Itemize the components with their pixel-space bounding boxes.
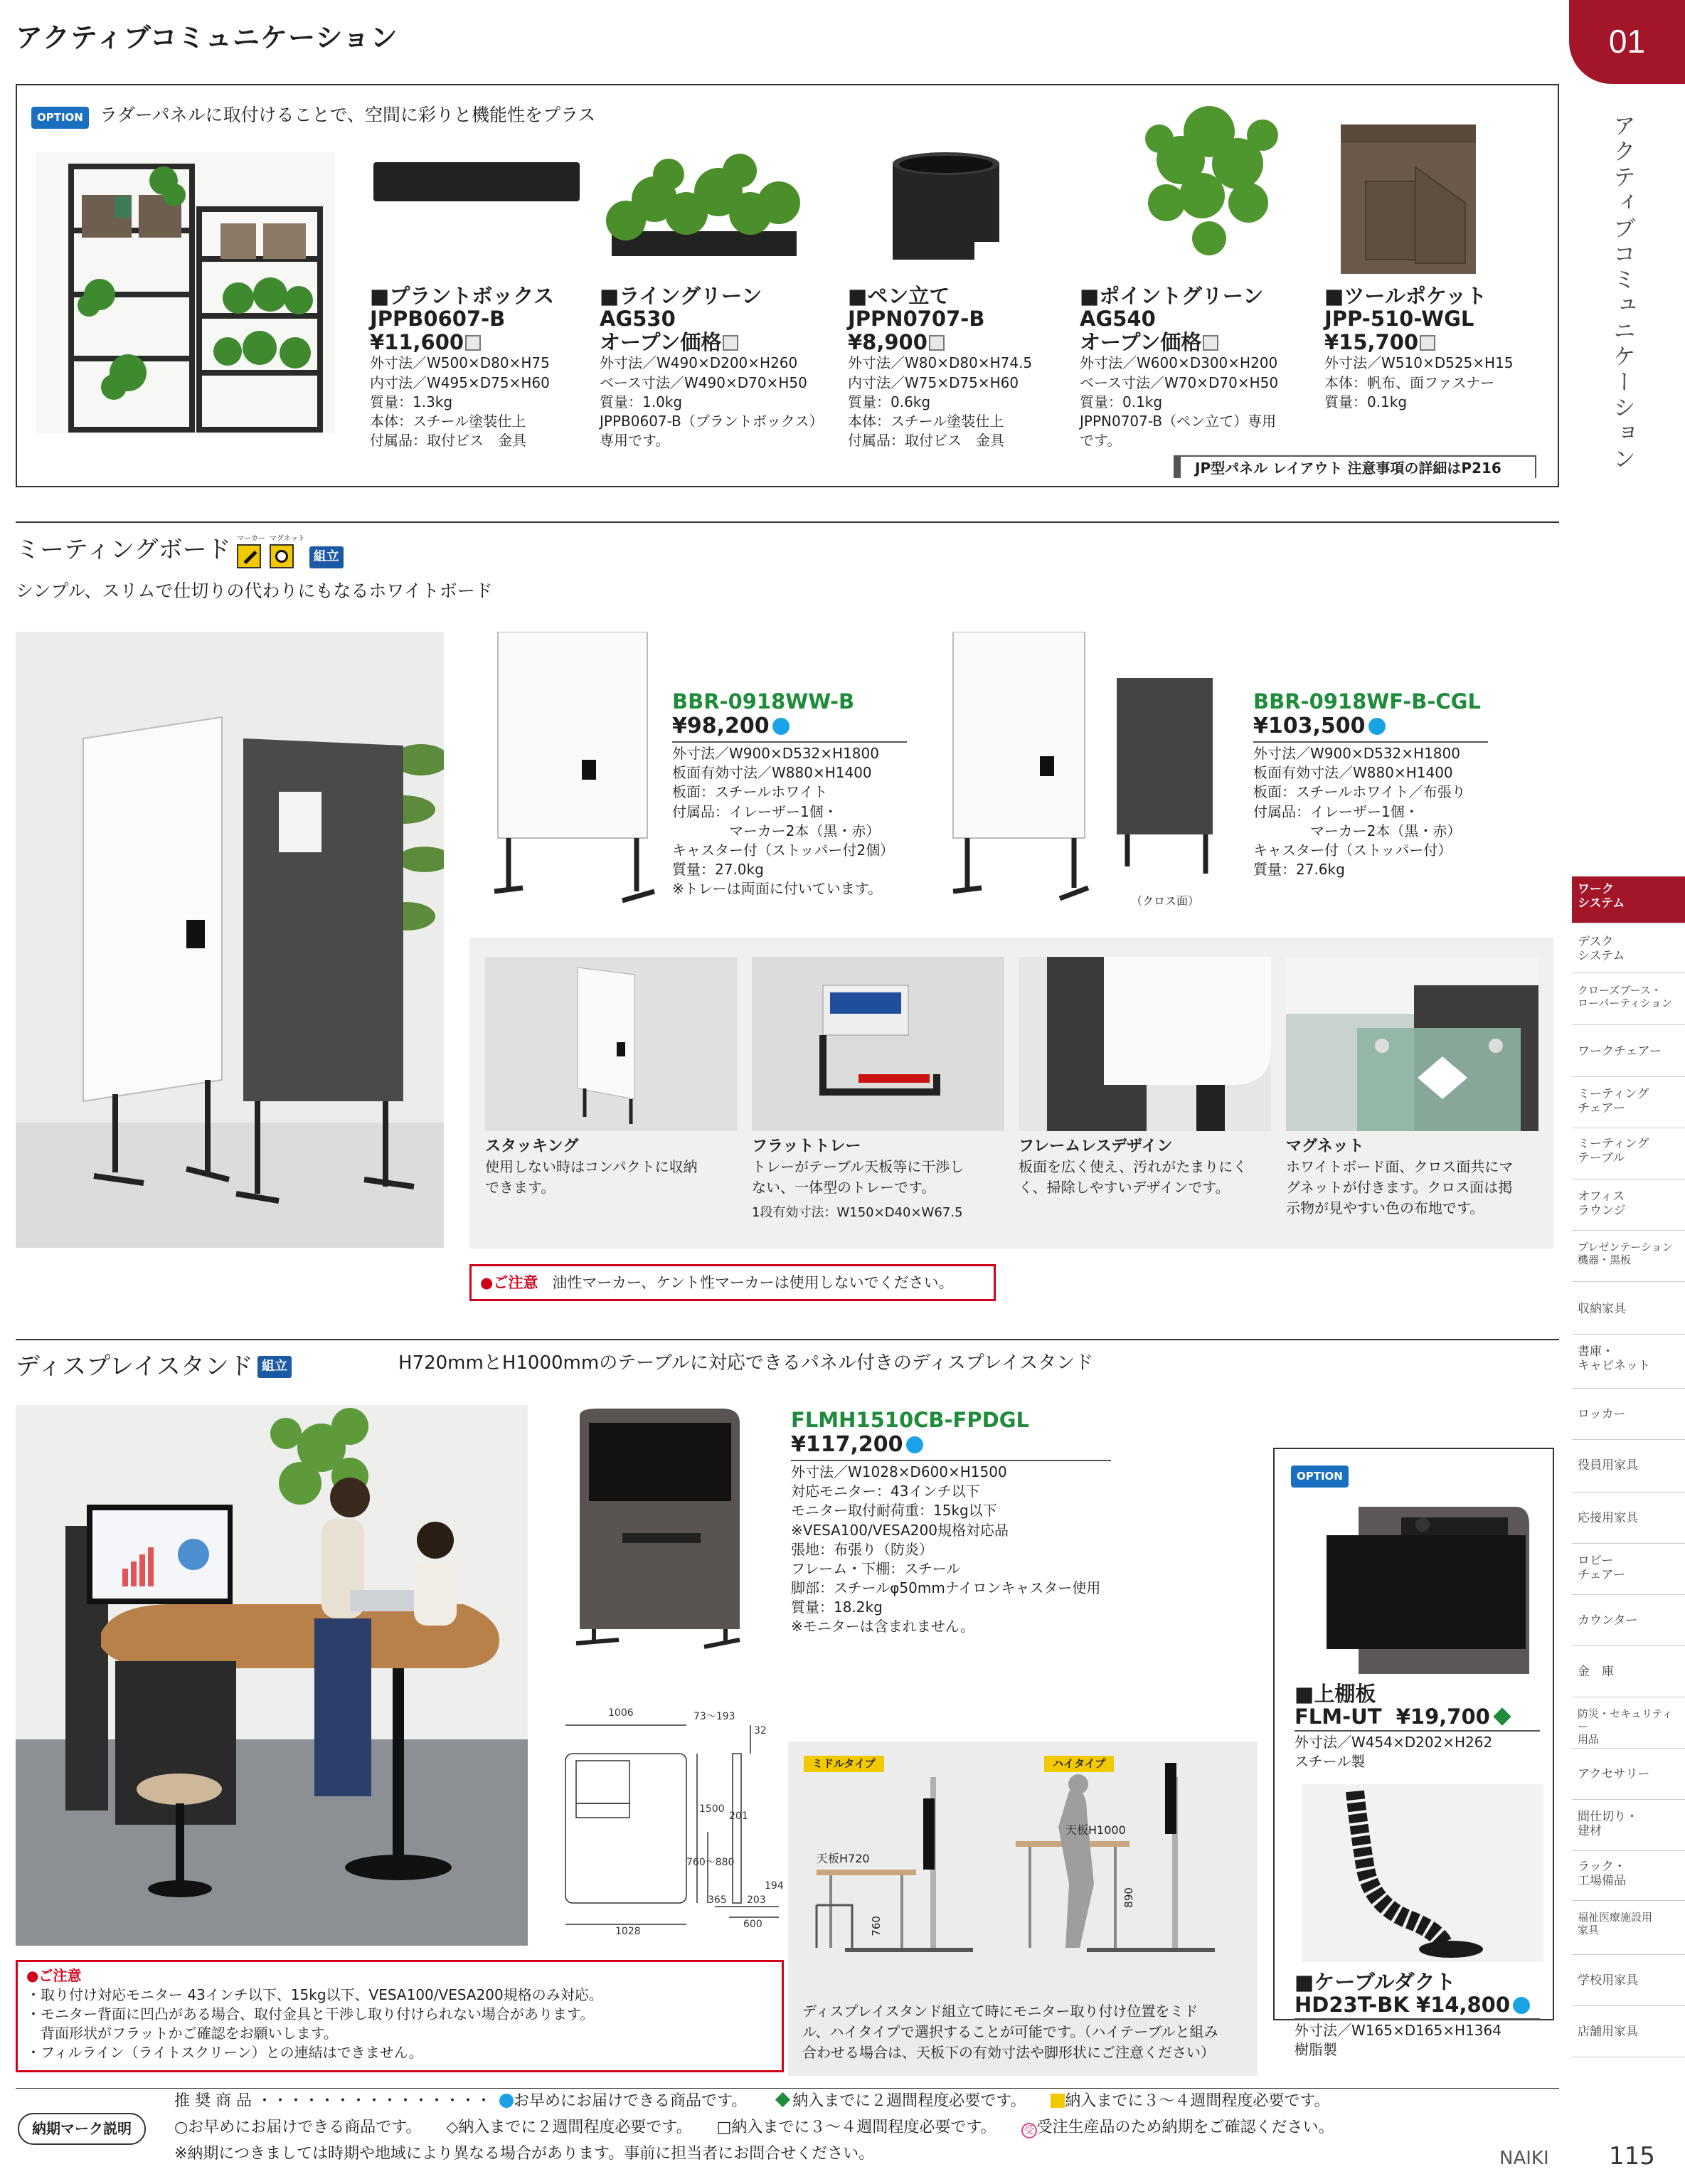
delivery-square-icon bbox=[1203, 335, 1218, 351]
delivery-square-icon bbox=[465, 335, 481, 351]
delivery-dot-icon bbox=[906, 1436, 923, 1453]
product-name: ■プラントボックス bbox=[370, 284, 555, 308]
table-label-1000: 天板H1000 bbox=[1065, 1823, 1126, 1837]
dim-width-1006: 1006 bbox=[608, 1707, 634, 1719]
product-price: ¥8,900 bbox=[848, 329, 927, 354]
marker-icon-label: マーカー bbox=[237, 535, 265, 543]
display-stand-title: ディスプレイスタンド bbox=[16, 1352, 253, 1381]
table-label-720: 天板H720 bbox=[817, 1852, 870, 1865]
sidebar-item-locker[interactable]: ロッカー bbox=[1572, 1393, 1685, 1440]
sidebar-item-rack[interactable]: ラック・ 工場備品 bbox=[1572, 1854, 1685, 1901]
delivery-dot-icon bbox=[1513, 1997, 1530, 2014]
board-product-1 bbox=[672, 690, 907, 898]
caution-item: ・フィルライン（ライトスクリーン）との連結はできません。 bbox=[26, 2044, 423, 2061]
product-name: ■ライングリーン bbox=[600, 284, 762, 308]
section-rule bbox=[16, 1339, 1559, 1340]
product-name: ■ツールポケット bbox=[1324, 284, 1487, 308]
product-code: FLMH1510CB-FPDGL bbox=[791, 1408, 1029, 1432]
feature-title: マグネット bbox=[1286, 1138, 1364, 1155]
option-badge: OPTION bbox=[31, 107, 89, 129]
caution-label: ●ご注意 bbox=[26, 1967, 82, 1984]
product-specs: 外寸法／W490×D200×H260 ベース寸法／W490×D70×H50 質量：1.0kg JPPB0607-B（プラントボックス） 専用です。 bbox=[600, 354, 824, 450]
vertical-chapter-title: アクティブコミュニケーション bbox=[1610, 114, 1637, 472]
recommend-diamond-text: 納入までに２週間程度必要です。 bbox=[792, 2092, 1026, 2110]
meeting-board-title: ミーティングボード bbox=[16, 536, 231, 564]
meeting-board-icons bbox=[237, 535, 344, 568]
delivery-square-icon bbox=[723, 335, 738, 351]
dim-760-880: 760〜880 bbox=[686, 1857, 735, 1868]
layout-note-text: JP型パネル レイアウト 注意事項の詳細はP216 bbox=[1195, 460, 1501, 477]
type-label-high: ハイタイプ bbox=[1044, 1756, 1114, 1772]
standard-square-text: □納入までに３〜４週間程度必要です。 bbox=[716, 2119, 996, 2136]
layout-note-link[interactable] bbox=[1174, 455, 1536, 478]
product-price: オープン価格 bbox=[1080, 329, 1202, 354]
delivery-dot-icon bbox=[1368, 718, 1386, 735]
product-price: ¥19,700 bbox=[1396, 1705, 1490, 1729]
made-to-order-text: 受注生産品のため納期をご確認ください。 bbox=[1036, 2119, 1334, 2136]
board-product-2 bbox=[1253, 690, 1488, 879]
feature-title: フレームレスデザイン bbox=[1019, 1138, 1173, 1155]
recommend-square-text: 納入までに３〜４週間程度必要です。 bbox=[1065, 2092, 1330, 2110]
feature-stacking bbox=[485, 1137, 741, 1198]
line-green-image bbox=[597, 142, 811, 263]
section-rule bbox=[16, 521, 1559, 523]
sidebar-item-meeting-table[interactable]: ミーティング テーブル bbox=[1572, 1131, 1685, 1180]
marker-icon bbox=[237, 544, 261, 568]
dimension-drawing bbox=[537, 1704, 784, 1939]
ladder-panel-photo bbox=[36, 152, 334, 433]
option-top-shelf bbox=[1295, 1682, 1543, 1771]
standard-row bbox=[174, 2118, 1334, 2138]
tool-pocket-image bbox=[1337, 117, 1479, 277]
page-title: アクティブコミュニケーション bbox=[16, 22, 398, 53]
brand-name: NAIKI bbox=[1499, 2148, 1549, 2169]
recommend-dot-text: お早めにお届けできる商品です。 bbox=[513, 2092, 748, 2110]
option-product-5 bbox=[1324, 285, 1545, 412]
dim-73-193: 73〜193 bbox=[693, 1711, 735, 1722]
meeting-board-caution bbox=[469, 1264, 996, 1301]
feature-text: 板面を広く使え、汚れがたまりにく く、掃除しやすいデザインです。 bbox=[1019, 1157, 1248, 1196]
dim-201: 201 bbox=[729, 1811, 748, 1822]
product-specs: 外寸法／W80×D80×H74.5 内寸法／W75×D75×H60 質量：0.6kg 本体：スチール塗装仕上 付属品：取付ビス 金具 bbox=[848, 354, 1033, 450]
product-price: ¥103,500 bbox=[1253, 714, 1366, 739]
page-number: 115 bbox=[1609, 2142, 1655, 2170]
product-specs: 外寸法／W1028×D600×H1500 対応モニター：43インチ以下 モニター取付耐荷重：15kg以下 ※VESA100/VESA200規格対応品 張地：布張り（防炎） フレーム・下棚：スチール 脚部：スチールφ50mmナイロンキャスター使用 質量：18.2kg ※モニターは含まれません。 bbox=[791, 1463, 1101, 1636]
feature-title: フラットトレー bbox=[752, 1138, 861, 1155]
feature-title: スタッキング bbox=[485, 1138, 579, 1155]
option-badge: OPTION bbox=[1291, 1465, 1349, 1488]
delivery-dot-icon bbox=[772, 718, 790, 735]
option-product-3 bbox=[848, 285, 1083, 450]
sidebar-item-reception[interactable]: 応接用家具 bbox=[1572, 1497, 1685, 1544]
product-code: BBR-0918WF-B-CGL bbox=[1253, 689, 1481, 714]
feature-text: 使用しない時はコンパクトに収納 できます。 bbox=[485, 1157, 698, 1196]
type-label-middle: ミドルタイプ bbox=[804, 1756, 884, 1772]
recommend-row bbox=[174, 2092, 1330, 2111]
cable-duct-image bbox=[1302, 1784, 1543, 1962]
sidebar-item-desk-system[interactable]: デスク システム bbox=[1572, 929, 1685, 973]
sidebar-item-cabinet[interactable]: 書庫・ キャビネット bbox=[1572, 1339, 1685, 1389]
type-note: ディスプレイスタンド組立て時にモニター取り付け位置をミド ル、ハイタイプで選択することが可能です。（ハイテーブルと組み 合わせる場合は、天板下の有効寸法や脚形状にご注意ください） bbox=[802, 2003, 1218, 2061]
sidebar-item-accessory[interactable]: アクセサリー bbox=[1572, 1753, 1685, 1800]
product-code: JPPN0707-B bbox=[848, 307, 985, 332]
display-stand-image bbox=[555, 1409, 754, 1661]
product-price: ¥117,200 bbox=[791, 1432, 903, 1458]
standard-diamond-text: ◇納入までに２週間程度必要です。 bbox=[446, 2119, 692, 2136]
standard-circle-text: ○お早めにお届けできる商品です。 bbox=[174, 2119, 422, 2136]
caution-label: ●ご注意 bbox=[480, 1274, 538, 1291]
display-stand-caution bbox=[16, 1960, 784, 2072]
feature-tray-photo bbox=[752, 957, 1004, 1131]
product-code: FLM-UT bbox=[1295, 1705, 1382, 1729]
sidebar-item-presentation[interactable]: プレゼンテーション 機器・黒板 bbox=[1572, 1235, 1685, 1282]
sidebar-item-office-lounge[interactable]: オフィス ラウンジ bbox=[1572, 1184, 1685, 1231]
dim-194: 194 bbox=[765, 1880, 784, 1892]
assembly-badge: 組立 bbox=[309, 546, 344, 568]
footer-rule bbox=[16, 2088, 1559, 2089]
product-code: AG530 bbox=[600, 307, 676, 332]
product-specs: 外寸法／W900×D532×H1800 板面有効寸法／W880×H1400 板面：スチールホワイト／布張り 付属品：イレーザー1個・ マーカー2本（黒・赤） キャスター付（ストッパー付） 質量：27.6kg bbox=[1253, 744, 1466, 879]
product-price: ¥98,200 bbox=[672, 714, 770, 739]
feature-sub: 1段有効寸法：W150×D40×W67.5 bbox=[752, 1204, 963, 1220]
product-specs: 外寸法／W454×D202×H262 スチール製 bbox=[1295, 1733, 1493, 1771]
magnet-icon-label: マグネット bbox=[269, 535, 305, 543]
meeting-board-scene-photo bbox=[16, 632, 444, 1248]
feature-text: ホワイトボード面、クロス面共にマ グネットが付きます。クロス面は掲 示物が見やすい色の布地です。 bbox=[1286, 1157, 1514, 1216]
dim-365: 365 bbox=[708, 1894, 727, 1906]
product-name: ■ケーブルダクト bbox=[1295, 1970, 1456, 1994]
product-specs: 外寸法／W900×D532×H1800 板面有効寸法／W880×H1400 板面：スチールホワイト 付属品：イレーザー1個・ マーカー2本（黒・赤） キャスター付（ストッパー付2個） 質量：27.0kg ※トレーは両面に付いています。 bbox=[672, 744, 895, 898]
product-specs: 外寸法／W510×D525×H15 本体：帆布、面ファスナー 質量：0.1kg bbox=[1324, 354, 1514, 410]
board-ww-image bbox=[491, 632, 661, 909]
recommend-dot-icon bbox=[499, 2094, 514, 2108]
recommend-label: 推 奨 商 品 ・・・・・・・・・・・・・・・ bbox=[174, 2092, 491, 2110]
caution-text: 油性マーカー、ケント性マーカーは使用しないでください。 bbox=[552, 1274, 954, 1291]
sidebar-item-lobby-chair[interactable]: ロビー チェアー bbox=[1572, 1548, 1685, 1595]
meeting-board-lead: シンプル、スリムで仕切りの代わりにもなるホワイトボード bbox=[16, 581, 493, 601]
sidebar-item-storage[interactable]: 収納家具 bbox=[1572, 1288, 1685, 1335]
chapter-number: 01 bbox=[1608, 23, 1646, 60]
dim-203: 203 bbox=[747, 1894, 766, 1906]
recommend-diamond-icon bbox=[775, 2092, 790, 2107]
pen-stand-image bbox=[889, 146, 1010, 263]
product-name: ■ペン立て bbox=[848, 284, 950, 308]
height-label-890: 890 bbox=[1122, 1887, 1135, 1908]
product-specs: 外寸法／W600×D300×H200 ベース寸法／W70×D70×H50 質量：0.1kg JPPN0707-B（ペン立て）専用 です。 bbox=[1080, 354, 1279, 450]
product-specs: 外寸法／W165×D165×H1364 樹脂製 bbox=[1295, 2021, 1501, 2059]
delivery-diamond-icon bbox=[1493, 1708, 1511, 1726]
option-lead: ラダーパネルに取付けることで、空間に彩りと機能性をプラス bbox=[100, 105, 596, 125]
recommend-square-icon bbox=[1051, 2094, 1065, 2108]
sidebar-item-work-chair[interactable]: ワークチェアー bbox=[1572, 1030, 1685, 1077]
sidebar-item-partition[interactable]: 間仕切り・ 建材 bbox=[1572, 1804, 1685, 1851]
sidebar-item-counter[interactable]: カウンター bbox=[1572, 1599, 1685, 1646]
feature-stacking-photo bbox=[485, 957, 738, 1131]
feature-frameless bbox=[1019, 1137, 1282, 1198]
feature-text: トレーがテーブル天板等に干渉し ない、一体型のトレーです。 bbox=[752, 1157, 964, 1196]
footer-note: ※納期につきましては時期や地域により異なる場合があります。事前に担当者にお問合せください。 bbox=[174, 2145, 875, 2163]
product-name: ■上棚板 bbox=[1295, 1682, 1376, 1706]
delivery-legend-label: 納期マーク説明 bbox=[18, 2113, 146, 2145]
assembly-badge: 組立 bbox=[257, 1356, 292, 1378]
sidebar-item-executive[interactable]: 役員用家具 bbox=[1572, 1444, 1685, 1493]
caution-item: ・モニター背面に凹凸がある場合、取付金具と干渉し取り付けられない場合があります。 背面形状がフラットかご確認をお願いします。 bbox=[26, 2005, 595, 2042]
feature-tray bbox=[752, 1137, 1015, 1221]
type-comparison-panel bbox=[788, 1742, 1258, 2076]
board-wf-image bbox=[946, 632, 1223, 909]
feature-magnet bbox=[1286, 1137, 1549, 1219]
sidebar-item-security[interactable]: 防災・セキュリティー 用品 bbox=[1572, 1702, 1685, 1749]
display-stand-scene-photo bbox=[16, 1405, 528, 1946]
caution-item: ・取り付け対応モニター 43インチ以下、15kg以下、VESA100/VESA200規格のみ対応。 bbox=[26, 1986, 603, 2003]
option-product-4 bbox=[1080, 285, 1329, 450]
feature-frameless-photo bbox=[1019, 957, 1271, 1131]
dim-600: 600 bbox=[743, 1919, 762, 1930]
product-code: AG540 bbox=[1080, 307, 1156, 332]
feature-magnet-photo bbox=[1286, 957, 1538, 1131]
sidebar-item-store[interactable]: 店舗用家具 bbox=[1572, 2010, 1685, 2057]
plant-box-image bbox=[373, 162, 580, 201]
top-shelf-image bbox=[1302, 1507, 1543, 1674]
sidebar-item-work-system[interactable]: ワーク システム bbox=[1572, 876, 1685, 923]
sidebar-item-close-booth[interactable]: クローズブース・ ローパーティション bbox=[1572, 978, 1685, 1025]
point-green-image bbox=[1124, 96, 1295, 270]
product-price: ¥11,600 bbox=[370, 329, 464, 354]
cloth-side-caption: （クロス面） bbox=[1131, 894, 1200, 908]
display-stand-product bbox=[791, 1409, 1111, 1637]
product-specs: 外寸法／W500×D80×H75 内寸法／W495×D75×H60 質量：1.3kg 本体：スチール塗装仕上 付属品：取付ビス 金具 bbox=[370, 354, 550, 450]
dim-32: 32 bbox=[754, 1725, 767, 1737]
delivery-square-icon bbox=[929, 335, 945, 351]
magnet-icon bbox=[270, 544, 294, 568]
dim-width-1028: 1028 bbox=[615, 1926, 641, 1937]
product-code: HD23T-BK bbox=[1295, 1993, 1409, 2018]
display-stand-lead: H720mmとH1000mmのテーブルに対応できるパネル付きのディスプレイスタンド bbox=[398, 1352, 1094, 1374]
dim-1500: 1500 bbox=[699, 1803, 725, 1815]
product-price: オープン価格 bbox=[600, 329, 722, 354]
option-cable-duct bbox=[1295, 1971, 1551, 2060]
delivery-square-icon bbox=[1420, 335, 1435, 351]
product-name: ■ポイントグリーン bbox=[1080, 284, 1264, 308]
product-code: BBR-0918WW-B bbox=[672, 689, 855, 714]
product-code: JPPB0607-B bbox=[370, 307, 506, 332]
sidebar-item-school[interactable]: 学校用家具 bbox=[1572, 1959, 1685, 2006]
product-price: ¥15,700 bbox=[1324, 329, 1419, 354]
made-to-order-icon: 受 bbox=[1021, 2123, 1037, 2138]
option-product-2 bbox=[600, 285, 849, 450]
height-label-760: 760 bbox=[869, 1916, 883, 1936]
product-code: JPP-510-WGL bbox=[1324, 307, 1474, 332]
option-product-1 bbox=[370, 285, 605, 450]
product-price: ¥14,800 bbox=[1415, 1993, 1511, 2018]
chapter-tab bbox=[1569, 0, 1685, 84]
sidebar-item-welfare[interactable]: 福祉医療施設用 家具 bbox=[1572, 1905, 1685, 1955]
sidebar-item-meeting-chair[interactable]: ミーティング チェアー bbox=[1572, 1081, 1685, 1128]
sidebar-item-safe[interactable]: 金 庫 bbox=[1572, 1650, 1685, 1697]
